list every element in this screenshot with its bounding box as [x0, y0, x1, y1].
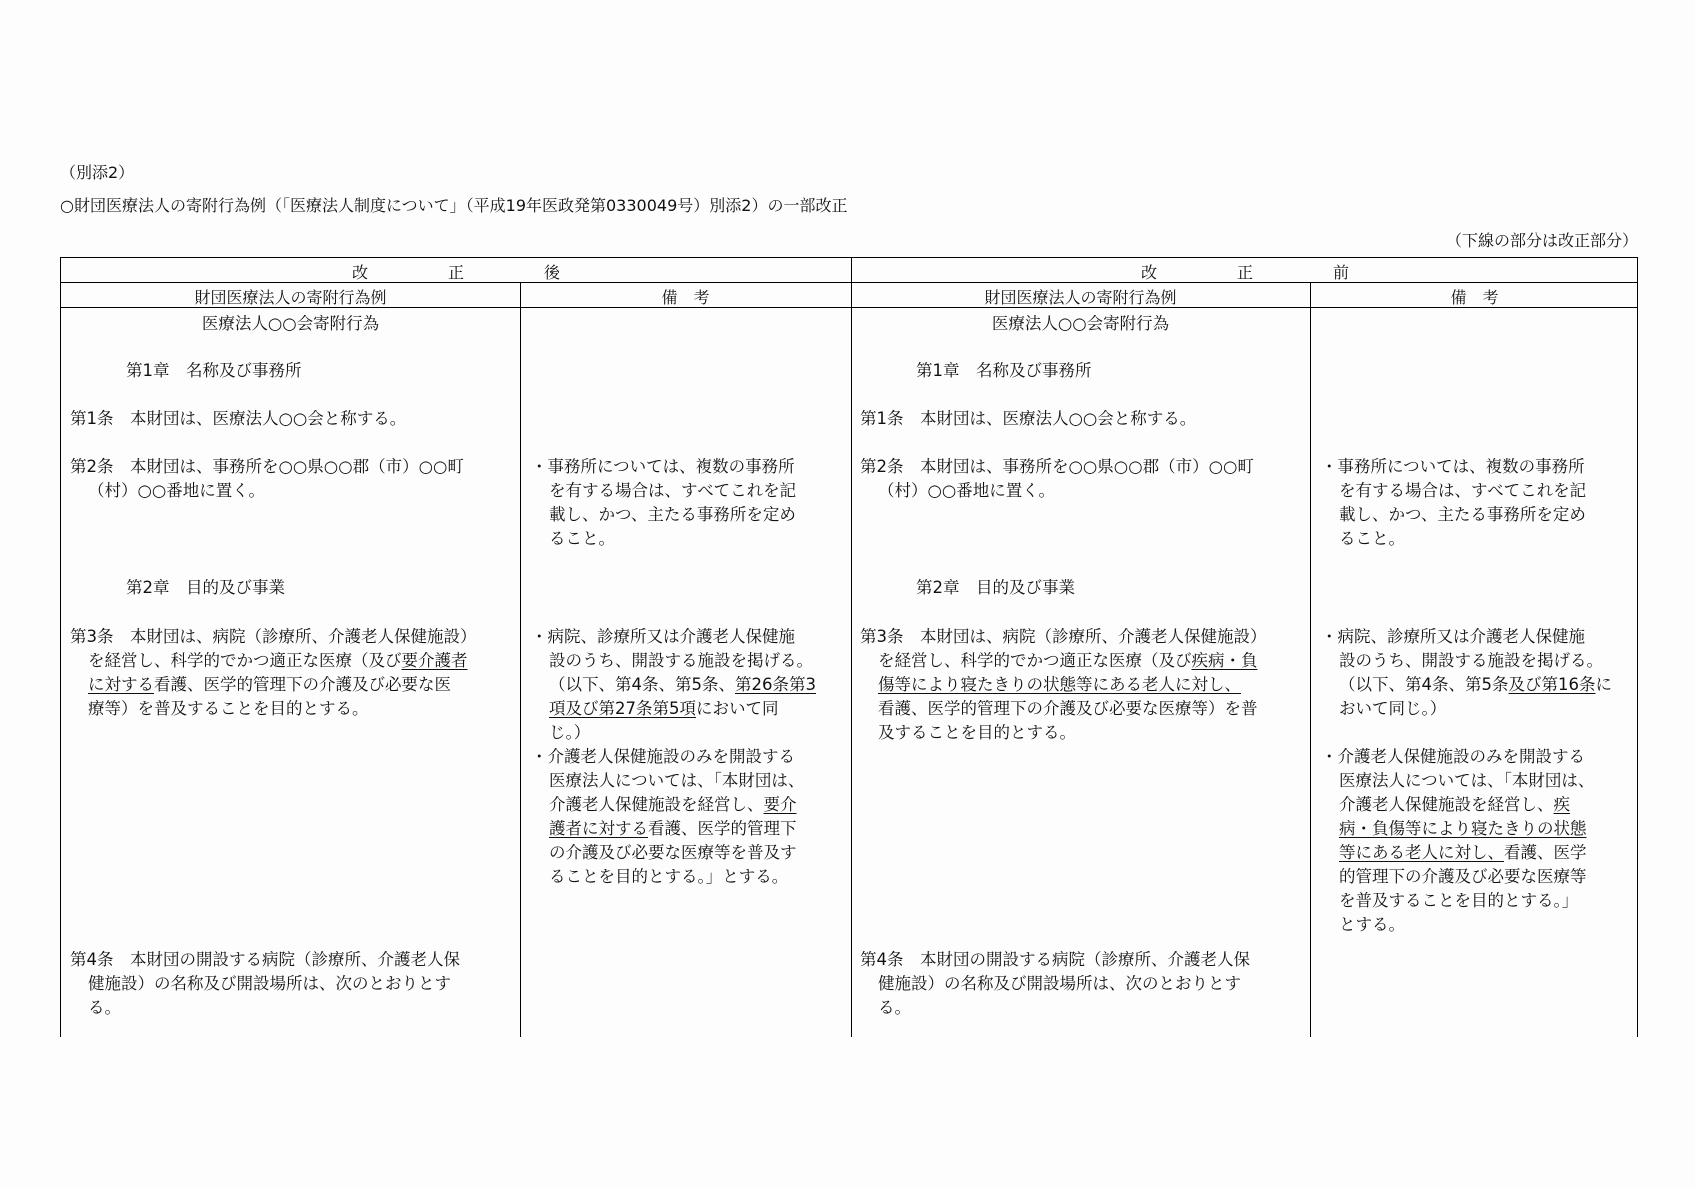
before-article-3-line2 — [878, 649, 1258, 674]
text: 介護老人保健施設を経営し、 — [1339, 795, 1554, 814]
attachment-label: （別添2） — [60, 163, 135, 182]
before-remark-article-2-line3: 載し、かつ、主たる事務所を定め — [1339, 505, 1586, 524]
after-article-2-line2: （村）○○番地に置く。 — [88, 481, 265, 500]
after-article-4-line2: 健施設）の名称及び開設場所は、次のとおりとす — [88, 974, 451, 993]
before-remark-3b-line2: 医療法人については、「本財団は、 — [1339, 771, 1595, 790]
amended-text: 傷等により寝たきりの状態等にある老人に対し、 — [878, 675, 1241, 694]
text: に — [1595, 675, 1612, 694]
amended-text: に対する — [88, 675, 154, 694]
after-remark-3b-line3 — [549, 793, 797, 818]
header-after-main: 財団医療法人の寄附行為例 — [194, 288, 387, 307]
amended-text: 護者に対する — [549, 819, 648, 838]
after-article-3-line4: 療等）を普及することを目的とする。 — [88, 699, 369, 718]
after-article-4-line1: 第4条 本財団の開設する病院（診療所、介護老人保 — [70, 950, 460, 969]
after-remark-article-2-line3: 載し、かつ、主たる事務所を定め — [549, 505, 796, 524]
divider-after-before — [851, 258, 852, 1037]
before-remark-article-2-line1: ・事務所については、複数の事務所 — [1321, 457, 1585, 476]
before-remark-3b-line5 — [1339, 841, 1587, 866]
before-remark-3a-line4: おいて同じ。） — [1339, 699, 1447, 718]
amended-text: 第26条第3 — [735, 675, 816, 694]
header-after-remarks: 備 考 — [661, 288, 710, 307]
before-article-2-line2: （村）○○番地に置く。 — [878, 481, 1055, 500]
divider-before-remarks — [1310, 282, 1311, 1037]
before-remark-3a-line1: ・病院、診療所又は介護老人保健施 — [1321, 627, 1585, 646]
before-remark-article-2-line4: ること。 — [1339, 529, 1405, 548]
header-after: 改 正 後 — [351, 263, 560, 282]
after-remark-3a-line5: じ。） — [549, 723, 591, 742]
document-title: ○財団医療法人の寄附行為例（「医療法人制度について」（平成19年医政発第0330049号）別添2）の一部改正 — [60, 196, 848, 215]
before-chapter-2: 第2章 目的及び事業 — [916, 578, 1075, 597]
before-article-3-line1: 第3条 本財団は、病院（診療所、介護老人保健施設） — [860, 627, 1267, 646]
text: 看護、医学的管理下 — [648, 819, 797, 838]
after-remark-3b-line5: の介護及び必要な医療等を普及す — [549, 843, 797, 862]
before-remark-3b-line7: を普及することを目的とする。」 — [1339, 891, 1579, 910]
before-doc-title: 医療法人○○会寄附行為 — [991, 314, 1170, 333]
after-remark-3b-line6: ることを目的とする。」とする。 — [549, 867, 789, 886]
before-article-4-line1: 第4条 本財団の開設する病院（診療所、介護老人保 — [860, 950, 1250, 969]
after-chapter-1: 第1章 名称及び事務所 — [126, 361, 302, 380]
after-article-3-line3 — [88, 673, 451, 698]
after-article-3-line2 — [88, 649, 468, 674]
text: を経営し、科学的でかつ適正な医療（及び — [88, 651, 402, 670]
before-remark-3b-line3 — [1339, 793, 1570, 818]
text: 看護、医学 — [1504, 843, 1587, 862]
amended-text: 疾病・負 — [1191, 651, 1258, 670]
after-chapter-2: 第2章 目的及び事業 — [126, 578, 285, 597]
header-before: 改 正 前 — [1140, 263, 1349, 282]
after-article-2-line1: 第2条 本財団は、事務所を○○県○○郡（市）○○町 — [70, 457, 464, 476]
after-remark-3a-line1: ・病院、診療所又は介護老人保健施 — [531, 627, 795, 646]
before-article-4-line3: る。 — [878, 998, 911, 1017]
after-article-4-line3: る。 — [88, 998, 121, 1017]
before-article-2-line1: 第2条 本財団は、事務所を○○県○○郡（市）○○町 — [860, 457, 1254, 476]
before-remark-3b-line4 — [1339, 817, 1587, 842]
header-before-remarks: 備 考 — [1450, 288, 1499, 307]
amended-text: 項及び第27条第5項 — [549, 699, 696, 718]
text: を経営し、科学的でかつ適正な医療（及び — [878, 651, 1192, 670]
after-remark-3a-line2: 設のうち、開設する施設を掲げる。 — [549, 651, 813, 670]
text: 介護老人保健施設を経営し、 — [549, 795, 764, 814]
before-remark-3b-line8: とする。 — [1339, 915, 1405, 934]
amended-text: 及び第16条 — [1508, 675, 1596, 694]
amended-text: 疾 — [1553, 795, 1570, 814]
before-remark-3b-line6: 的管理下の介護及び必要な医療等 — [1339, 867, 1587, 886]
text: 看護、医学的管理下の介護及び必要な医 — [154, 675, 451, 694]
after-remark-3a-line4 — [549, 697, 779, 722]
text: （以下、第4条、第5条、 — [549, 675, 735, 694]
text: （以下、第4条、第5条 — [1339, 675, 1509, 694]
after-remark-article-2-line2: を有する場合は、すべてこれを記 — [549, 481, 797, 500]
comparison-table — [60, 257, 1638, 1037]
after-doc-title: 医療法人○○会寄附行為 — [201, 314, 380, 333]
after-remark-3a-line3 — [549, 673, 816, 698]
before-article-3-line3 — [878, 673, 1241, 698]
after-article-3-line1: 第3条 本財団は、病院（診療所、介護老人保健施設） — [70, 627, 477, 646]
after-article-1: 第1条 本財団は、医療法人○○会と称する。 — [70, 409, 407, 428]
before-article-3-line5: 及することを目的とする。 — [878, 723, 1076, 742]
before-chapter-1: 第1章 名称及び事務所 — [916, 361, 1092, 380]
before-remark-3a-line3 — [1339, 673, 1612, 698]
before-article-1: 第1条 本財団は、医療法人○○会と称する。 — [860, 409, 1197, 428]
header-before-main: 財団医療法人の寄附行為例 — [984, 288, 1177, 307]
after-remark-3b-line4 — [549, 817, 797, 842]
after-remark-article-2-line4: ること。 — [549, 529, 615, 548]
amended-text: 等にある老人に対し、 — [1339, 843, 1504, 862]
after-remark-3b-line2: 医療法人については、「本財団は、 — [549, 771, 805, 790]
amended-text: 病・負傷等により寝たきりの状態 — [1339, 819, 1587, 838]
amended-text: 要介 — [763, 795, 797, 814]
divider-after-remarks — [520, 282, 521, 1037]
before-remark-3b-line1: ・介護老人保健施設のみを開設する — [1321, 747, 1585, 766]
underline-note: （下線の部分は改正部分） — [1445, 231, 1638, 250]
before-remark-article-2-line2: を有する場合は、すべてこれを記 — [1339, 481, 1587, 500]
before-remark-3a-line2: 設のうち、開設する施設を掲げる。 — [1339, 651, 1603, 670]
after-remark-3b-line1: ・介護老人保健施設のみを開設する — [531, 747, 795, 766]
text: において同 — [696, 699, 779, 718]
before-article-3-line4: 看護、医学的管理下の介護及び必要な医療等）を普 — [878, 699, 1258, 718]
before-article-4-line2: 健施設）の名称及び開設場所は、次のとおりとす — [878, 974, 1241, 993]
after-remark-article-2-line1: ・事務所については、複数の事務所 — [531, 457, 795, 476]
amended-text: 要介護者 — [401, 651, 468, 670]
